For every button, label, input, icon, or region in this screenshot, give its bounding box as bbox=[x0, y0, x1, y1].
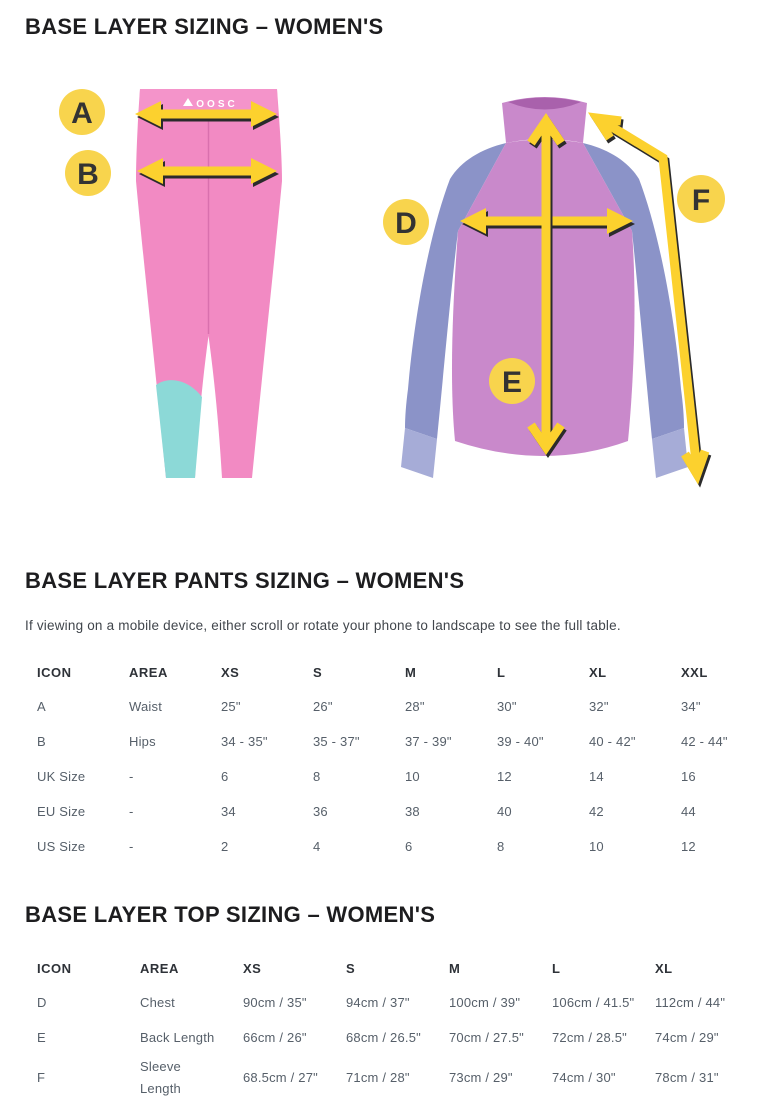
size-value-cell: 73cm / 29" bbox=[449, 1069, 513, 1085]
pants-section-title: BASE LAYER PANTS SIZING – WOMEN'S bbox=[25, 567, 465, 593]
row-area-cell: - bbox=[129, 839, 134, 855]
column-header: AREA bbox=[140, 960, 179, 976]
marker-d-letter: D bbox=[395, 206, 417, 240]
size-value-cell: 100cm / 39" bbox=[449, 994, 521, 1010]
size-value-cell: 8 bbox=[313, 769, 321, 785]
table-row bbox=[37, 1056, 749, 1098]
size-value-cell: 10 bbox=[589, 839, 604, 855]
column-header: XL bbox=[589, 665, 607, 680]
row-icon-cell: US Size bbox=[37, 839, 86, 855]
row-area-cell: Waist bbox=[129, 699, 163, 715]
column-header: AREA bbox=[129, 665, 168, 680]
size-value-cell: 72cm / 28.5" bbox=[552, 1029, 627, 1045]
column-header: M bbox=[405, 665, 417, 680]
size-value-cell: 28" bbox=[405, 699, 425, 715]
table-row bbox=[37, 830, 749, 865]
column-header: XL bbox=[655, 960, 673, 976]
size-value-cell: 40 - 42" bbox=[589, 734, 636, 750]
column-header: S bbox=[313, 665, 323, 680]
size-value-cell: 70cm / 27.5" bbox=[449, 1029, 524, 1045]
pants-size-table bbox=[37, 655, 749, 865]
row-area-cell: - bbox=[129, 769, 134, 785]
top-size-table bbox=[37, 951, 749, 1098]
size-value-cell: 90cm / 35" bbox=[243, 994, 307, 1010]
sizing-diagram bbox=[25, 69, 735, 519]
leggings-teal-cuff bbox=[156, 380, 202, 478]
size-value-cell: 68.5cm / 27" bbox=[243, 1069, 318, 1085]
page-title: BASE LAYER SIZING – WOMEN'S bbox=[25, 14, 384, 39]
column-header: ICON bbox=[37, 960, 72, 976]
size-value-cell: 14 bbox=[589, 769, 604, 785]
column-header: M bbox=[449, 960, 461, 976]
marker-f-letter: F bbox=[691, 183, 711, 217]
size-value-cell: 30" bbox=[497, 699, 517, 715]
size-value-cell: 8 bbox=[497, 839, 505, 855]
table-row bbox=[37, 725, 749, 760]
size-value-cell: 78cm / 31" bbox=[655, 1069, 719, 1085]
size-value-cell: 74cm / 29" bbox=[655, 1029, 719, 1045]
size-value-cell: 4 bbox=[313, 839, 321, 855]
column-header: XXL bbox=[681, 665, 708, 680]
leggings-diagram bbox=[50, 86, 290, 501]
table-row bbox=[37, 795, 749, 830]
row-icon-cell: B bbox=[37, 734, 46, 750]
row-area-cell: Chest bbox=[140, 994, 175, 1010]
table-row bbox=[37, 1021, 749, 1056]
size-value-cell: 34 - 35" bbox=[221, 734, 268, 750]
size-value-cell: 10 bbox=[405, 769, 420, 785]
marker-b-letter: B bbox=[77, 157, 99, 191]
top-diagram bbox=[375, 89, 727, 499]
row-icon-cell: EU Size bbox=[37, 804, 86, 820]
size-value-cell: 42 bbox=[589, 804, 604, 820]
size-value-cell: 37 - 39" bbox=[405, 734, 452, 750]
size-value-cell: 38 bbox=[405, 804, 420, 820]
table-row bbox=[37, 986, 749, 1021]
row-icon-cell: E bbox=[37, 1029, 46, 1045]
top-section-title: BASE LAYER TOP SIZING – WOMEN'S bbox=[25, 902, 436, 927]
row-icon-cell: A bbox=[37, 699, 46, 715]
marker-a-letter: A bbox=[71, 96, 93, 130]
size-value-cell: 94cm / 37" bbox=[346, 994, 410, 1010]
column-header: S bbox=[346, 960, 356, 976]
table-row bbox=[37, 760, 749, 795]
size-value-cell: 36 bbox=[313, 804, 328, 820]
mobile-note: If viewing on a mobile device, either scroll or rotate your phone to landscape to see the full table. bbox=[25, 618, 621, 633]
size-value-cell: 40 bbox=[497, 804, 512, 820]
size-value-cell: 6 bbox=[405, 839, 413, 855]
marker-e-letter: E bbox=[501, 365, 523, 399]
table-header-row bbox=[37, 951, 749, 986]
size-value-cell: 68cm / 26.5" bbox=[346, 1029, 421, 1045]
size-value-cell: 26" bbox=[313, 699, 333, 715]
column-header: XS bbox=[243, 960, 262, 976]
size-value-cell: 44 bbox=[681, 804, 696, 820]
size-value-cell: 39 - 40" bbox=[497, 734, 544, 750]
row-icon-cell: D bbox=[37, 994, 47, 1010]
column-header: ICON bbox=[37, 665, 72, 680]
size-value-cell: 25" bbox=[221, 699, 241, 715]
column-header: L bbox=[497, 665, 506, 680]
size-value-cell: 106cm / 41.5" bbox=[552, 994, 635, 1010]
table-header-row bbox=[37, 655, 749, 690]
table-row bbox=[37, 690, 749, 725]
size-value-cell: 6 bbox=[221, 769, 229, 785]
row-area-cell: Back Length bbox=[140, 1029, 215, 1045]
row-area-cell: Hips bbox=[129, 734, 156, 750]
size-value-cell: 112cm / 44" bbox=[655, 994, 726, 1010]
size-value-cell: 71cm / 28" bbox=[346, 1069, 410, 1085]
size-value-cell: 66cm / 26" bbox=[243, 1029, 307, 1045]
brand-label: OOSC bbox=[196, 98, 238, 110]
size-value-cell: 12 bbox=[497, 769, 512, 785]
size-value-cell: 2 bbox=[221, 839, 229, 855]
column-header: L bbox=[552, 960, 561, 976]
column-header: XS bbox=[221, 665, 240, 680]
size-value-cell: 12 bbox=[681, 839, 696, 855]
row-area-cell: - bbox=[129, 804, 134, 820]
row-icon-cell: F bbox=[37, 1069, 46, 1085]
row-icon-cell: UK Size bbox=[37, 769, 86, 785]
size-value-cell: 74cm / 30" bbox=[552, 1069, 616, 1085]
size-value-cell: 42 - 44" bbox=[681, 734, 728, 750]
size-value-cell: 34" bbox=[681, 699, 701, 715]
size-value-cell: 35 - 37" bbox=[313, 734, 360, 750]
row-area-cell: Sleeve Length bbox=[140, 1058, 181, 1096]
size-value-cell: 16 bbox=[681, 769, 696, 785]
size-value-cell: 34 bbox=[221, 804, 236, 820]
size-value-cell: 32" bbox=[589, 699, 609, 715]
